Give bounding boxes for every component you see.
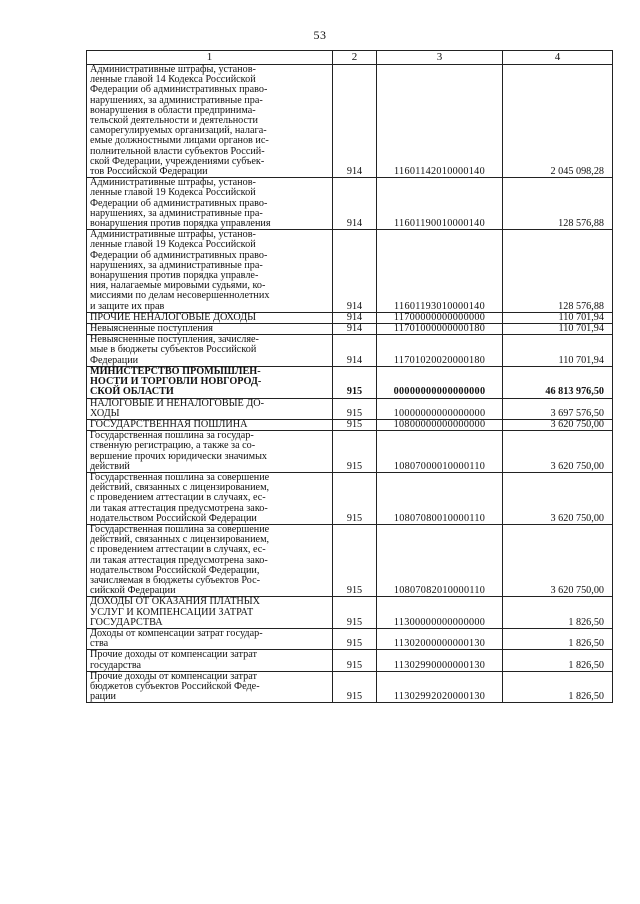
row-name: Административные штрафы, установ- ленные главой 19 Кодекса Российской Федерации об административных право- нарушениях, за административные пра- вонарушения против порядка управления [87, 178, 333, 230]
budget-code: 10800000000000000 [377, 419, 503, 430]
admin-code: 915 [333, 366, 377, 398]
table-row [87, 398, 613, 419]
table-row [87, 650, 613, 671]
admin-code: 914 [333, 324, 377, 335]
table-row [87, 366, 613, 398]
budget-code: 11302992020000130 [377, 671, 503, 703]
admin-code: 914 [333, 335, 377, 367]
admin-code: 915 [333, 671, 377, 703]
revenue-table [86, 50, 613, 703]
budget-code: 11700000000000000 [377, 312, 503, 323]
admin-code: 915 [333, 472, 377, 524]
row-name: Административные штрафы, установ- ленные главой 14 Кодекса Российской Федерации об административных право- нарушениях, за административные пра- вонарушения в области предпринима- тельской деятельности и деятельности саморегулируемых организаций, налага- емые должностными лицами органов ис- полнительной власти субъектов Россий- ской Федерации, учреждениями субъек- тов Российской Федерации [87, 65, 333, 178]
admin-code: 915 [333, 597, 377, 629]
admin-code: 915 [333, 431, 377, 473]
row-name: Государственная пошлина за совершение действий, связанных с лицензированием, с проведением аттестации в случаях, ес- ли такая аттестация предусмотрена зако- нодательством Российской Федерации, зачисляемая в бюджеты субъектов Рос- сийской Федерации [87, 524, 333, 596]
row-name: Прочие доходы от компенсации затрат бюджетов субъектов Российской Феде- рации [87, 671, 333, 703]
row-name: Административные штрафы, установ- ленные главой 19 Кодекса Российской Федерации об административных право- нарушениях, за административные пра- вонарушения против порядка управле- ния, налагаемые мировыми судьями, ко- миссиями по делам несовершеннолетних и защите их прав [87, 230, 333, 313]
admin-code: 915 [333, 650, 377, 671]
row-name: Доходы от компенсации затрат государ- ства [87, 628, 333, 649]
amount: 110 701,94 [503, 324, 613, 335]
table-row [87, 178, 613, 230]
column-header-3: 3 [377, 51, 503, 65]
admin-code: 915 [333, 524, 377, 596]
column-header-2: 2 [333, 51, 377, 65]
admin-code: 914 [333, 312, 377, 323]
table-row [87, 524, 613, 596]
budget-code: 11302000000000130 [377, 628, 503, 649]
amount: 3 697 576,50 [503, 398, 613, 419]
amount: 3 620 750,00 [503, 431, 613, 473]
row-name: ПРОЧИЕ НЕНАЛОГОВЫЕ ДОХОДЫ [87, 312, 333, 323]
amount: 1 826,50 [503, 597, 613, 629]
row-name: Государственная пошлина за совершение действий, связанных с лицензированием, с проведением аттестации в случаях, ес- ли такая аттестация предусмотрена зако- нодательством Российской Федерации [87, 472, 333, 524]
admin-code: 914 [333, 65, 377, 178]
table-row [87, 628, 613, 649]
budget-code: 11300000000000000 [377, 597, 503, 629]
amount: 128 576,88 [503, 230, 613, 313]
amount: 46 813 976,50 [503, 366, 613, 398]
row-name: Невыясненные поступления, зачисляе- мые в бюджеты субъектов Российской Федерации [87, 335, 333, 367]
amount: 128 576,88 [503, 178, 613, 230]
budget-code: 11701020020000180 [377, 335, 503, 367]
row-name: НАЛОГОВЫЕ И НЕНАЛОГОВЫЕ ДО- ХОДЫ [87, 398, 333, 419]
budget-code: 10000000000000000 [377, 398, 503, 419]
amount: 3 620 750,00 [503, 419, 613, 430]
budget-code: 10807082010000110 [377, 524, 503, 596]
table-row [87, 335, 613, 367]
table-row [87, 431, 613, 473]
amount: 2 045 098,28 [503, 65, 613, 178]
row-name: Невыясненные поступления [87, 324, 333, 335]
budget-code: 11701000000000180 [377, 324, 503, 335]
budget-code: 11601190010000140 [377, 178, 503, 230]
budget-code: 11601142010000140 [377, 65, 503, 178]
table-row [87, 597, 613, 629]
admin-code: 915 [333, 419, 377, 430]
amount: 1 826,50 [503, 671, 613, 703]
amount: 110 701,94 [503, 312, 613, 323]
amount: 1 826,50 [503, 628, 613, 649]
admin-code: 914 [333, 230, 377, 313]
table-row [87, 419, 613, 430]
table-row [87, 65, 613, 178]
row-name: МИНИСТЕРСТВО ПРОМЫШЛЕН- НОСТИ И ТОРГОВЛИ НОВГОРОД- СКОЙ ОБЛАСТИ [87, 366, 333, 398]
column-header-1: 1 [87, 51, 333, 65]
budget-code: 11601193010000140 [377, 230, 503, 313]
admin-code: 915 [333, 628, 377, 649]
amount: 3 620 750,00 [503, 472, 613, 524]
row-name: ДОХОДЫ ОТ ОКАЗАНИЯ ПЛАТНЫХ УСЛУГ И КОМПЕНСАЦИИ ЗАТРАТ ГОСУДАРСТВА [87, 597, 333, 629]
page-number: 53 [313, 28, 327, 42]
table-row [87, 324, 613, 335]
admin-code: 915 [333, 398, 377, 419]
row-name: ГОСУДАРСТВЕННАЯ ПОШЛИНА [87, 419, 333, 430]
row-name: Прочие доходы от компенсации затрат государства [87, 650, 333, 671]
budget-code: 10807080010000110 [377, 472, 503, 524]
column-header-4: 4 [503, 51, 613, 65]
row-name: Государственная пошлина за государ- ственную регистрацию, а также за со- вершение прочих юридически значимых действий [87, 431, 333, 473]
amount: 110 701,94 [503, 335, 613, 367]
amount: 3 620 750,00 [503, 524, 613, 596]
table-row [87, 671, 613, 703]
budget-code: 10807000010000110 [377, 431, 503, 473]
table-row [87, 472, 613, 524]
table-row [87, 230, 613, 313]
table-header-row [87, 51, 613, 65]
budget-code: 00000000000000000 [377, 366, 503, 398]
amount: 1 826,50 [503, 650, 613, 671]
budget-code: 11302990000000130 [377, 650, 503, 671]
table-row [87, 312, 613, 323]
admin-code: 914 [333, 178, 377, 230]
